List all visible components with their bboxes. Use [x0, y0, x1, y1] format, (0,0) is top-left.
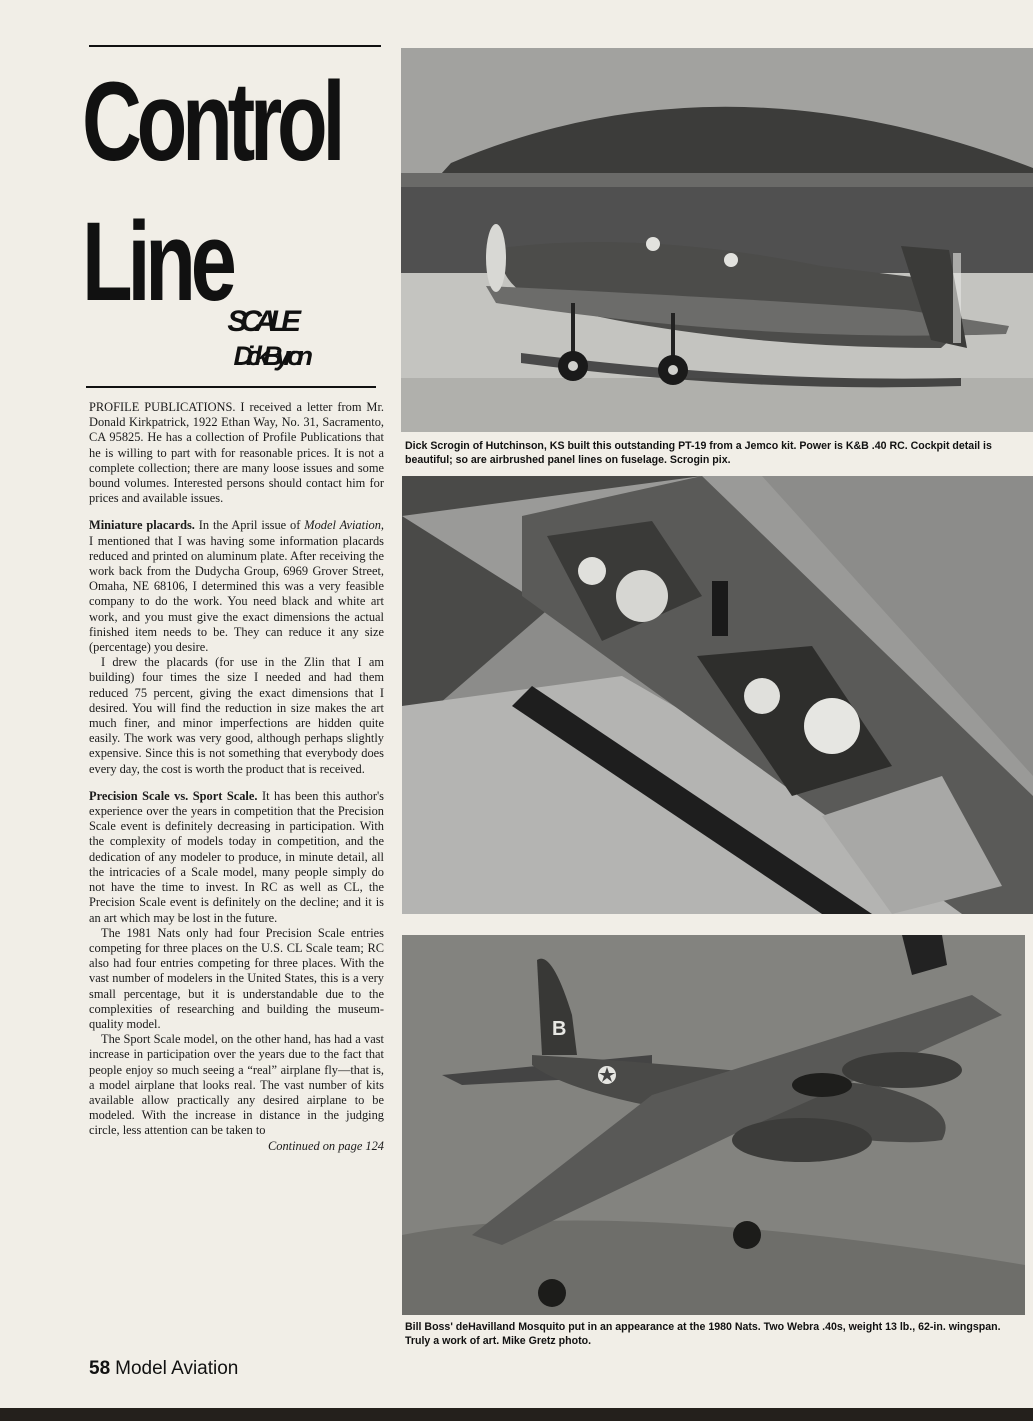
magazine-reference: Model Aviation,	[304, 518, 384, 533]
header-bottom-rule	[86, 386, 376, 388]
page-number: 58	[89, 1358, 111, 1379]
subhead-precision-vs-sport: Precision Scale vs. Sport Scale.	[89, 788, 258, 803]
mosquito-engine-right	[842, 1052, 962, 1088]
rear-pilot-figure	[804, 698, 860, 754]
photo-pt19	[401, 48, 1033, 432]
front-pilot-figure	[616, 570, 668, 622]
article-body	[89, 400, 384, 1154]
continued-note: Continued on page 124	[268, 1138, 384, 1153]
caption-pt19: Dick Scrogin of Hutchinson, KS built this outstanding PT-19 from a Jemco kit. Power is K&B .40 RC. Cockpit detail is beautiful; so are airbrushed panel lines on fuselage. Scrogin pix.	[405, 440, 992, 466]
top-rule	[89, 45, 381, 47]
paragraph-sport-scale: The Sport Scale model, on the other hand, has had a vast increase in participation over the years due to the fact that people enjoy so much seeing a “real” airplane fly—that is, a model airplane that looks real. The vast number of kits available allow practically any desired airplane to be modeled. With the increase in distance in the judging circle, less attention can be taken to	[89, 1032, 384, 1138]
page-edge-shadow	[0, 1408, 1033, 1421]
paragraph-profile-publications: PROFILE PUBLICATIONS. I received a letter from Mr. Donald Kirkpatrick, 1922 Ethan Way, No. 31, Sacramento, CA 95825. He has a collection of Profile Publications that he is willing to part with for reasonable prices. It is not a complete collection; there are many loose issues and some bound volumes. Interested persons should contact him for prices and available issues.	[89, 400, 384, 506]
paragraph-miniature-placards: Miniature placards. In the April issue of Model Aviation, I mentioned that I was having some information placards reduced and printed on aluminum plate. After receiving the work back from the Dudycha Group, 6969 Grover Street, Omaha, NE 68106, I determined this was a very feasible company to do the work. You need black and white art work, and you must give the exact dimensions the actual finished item needs to be. They can reduce it any size (percentage) you desire.	[89, 518, 384, 655]
mosquito-engine-left	[732, 1118, 872, 1162]
magazine-name: Model Aviation	[115, 1358, 239, 1379]
mosquito-tail-letter: B	[552, 1018, 567, 1040]
column-subtitle: SCALE	[227, 305, 294, 338]
title-line-1: Control	[82, 59, 341, 184]
pt19-photo-image	[401, 48, 1033, 432]
paragraph-precision-vs-sport: Precision Scale vs. Sport Scale. It has been this author's experience over the years in competition that the Precision Scale event is definitely decreasing in participation. With the complexity of models today in competition, and the dedication of any modeler to produce, in minute detail, all the intricacies of a Scale model, many people simply do not have the time to invest. In RC as well as CL, the Precision Scale event is definitely on the decline; and it is an art which may be lost in the future.	[89, 788, 384, 925]
pt19-propeller	[486, 224, 506, 292]
cockpit-photo-image	[402, 476, 1033, 914]
caption-mosquito: Bill Boss' deHavilland Mosquito put in an appearance at the 1980 Nats. Two Webra .40s, weight 13 lb., 62-in. wingspan. Truly a work of art. Mike Gretz photo.	[405, 1321, 1001, 1347]
byline: Dick Byron	[233, 341, 306, 371]
photo-mosquito	[402, 935, 1025, 1315]
photo-cockpit-detail	[402, 476, 1033, 914]
mosquito-photo-image	[402, 935, 1025, 1315]
page-footer	[89, 1358, 238, 1380]
paragraph-1981-nats: The 1981 Nats only had four Precision Scale entries competing for three places on the U.S. CL Scale team; RC also had four entries competing for three places. With the vast number of modelers in the United States, this is a very small percentage, but it is understandable due to the complexities of researching and building the museum-quality model.	[89, 925, 384, 1031]
paragraph-placards-reduction: I drew the placards (for use in the Zlin that I am building) four times the size I needed and had them reduced 75 percent, giving the exact dimensions that I desired. You will find the reduction in size makes the art much finer, and minor imperfections are hidden quite easily. The work was very good, although perhaps slightly expensive. Since this is not something that everybody does every day, the cost is worth the product that is received.	[89, 655, 384, 776]
column-title	[82, 52, 392, 372]
title-line-2: Line	[82, 199, 232, 324]
subhead-miniature-placards: Miniature placards.	[89, 518, 195, 533]
